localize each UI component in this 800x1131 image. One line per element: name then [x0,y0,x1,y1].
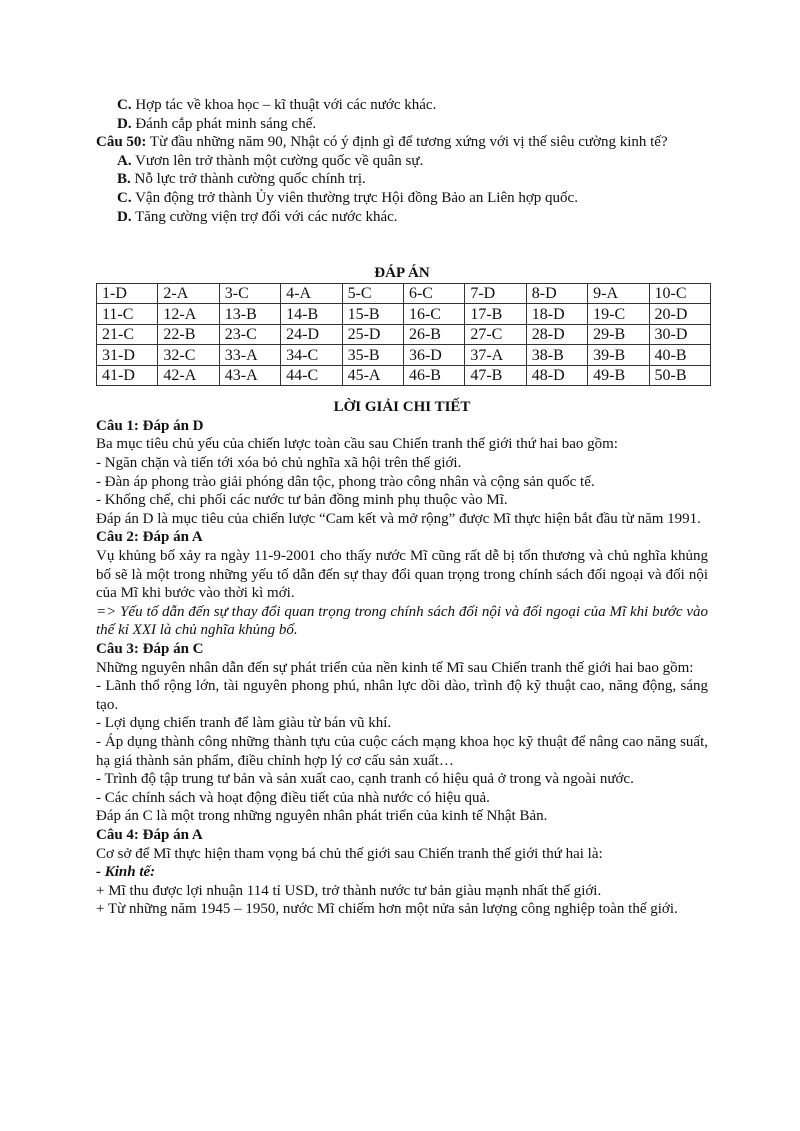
answer-cell: 46-B [403,365,464,386]
answer-cell: 42-A [158,365,219,386]
text-line: + Từ những năm 1945 – 1950, nước Mĩ chiếm hơn một nửa sản lượng công nghiệp toàn thế giới. [96,901,678,918]
answer-cell: 30-D [649,324,710,345]
text-line: Những nguyên nhân dẫn đến sự phát triển của nền kinh tế Mĩ sau Chiến tranh thế giới hai bao gồm: [96,659,694,676]
text-line: - Đàn áp phong trào giải phóng dân tộc, phong trào công nhân và cộng sản quốc tế. [96,473,595,490]
answer-cell: 43-A [219,365,280,386]
answer-row [97,283,711,304]
text-line: - Ngăn chặn và tiến tới xóa bỏ chủ nghĩa xã hội trên thế giới. [96,455,462,472]
answer-cell: 20-D [649,304,710,325]
answer-cell: 22-B [158,324,219,345]
text-line: Đáp án C là một trong những nguyên nhân phát triển của kinh tế Nhật Bản. [96,808,548,825]
text-line: Vụ khủng bố xảy ra ngày 11-9-2001 cho thấy nước Mĩ cũng rất dễ bị tổn thương và chủ nghĩa khủng bố sẽ là một trong những yếu tố dẫn đến sự thay đổi quan trọng trong chính sách đối ngoại và đối nội của Mĩ khi bước vào thời kì mới. [96,548,708,602]
answer-cell: 33-A [219,345,280,366]
answer-cell: 24-D [281,324,342,345]
answer-cell: 9-A [588,283,649,304]
answer-cell: 45-A [342,365,403,386]
text-line: - Lãnh thổ rộng lớn, tài nguyên phong phú, nhân lực dồi dào, trình độ kỹ thuật cao, năng động, sáng tạo. [96,678,708,713]
answer-heading: Câu 4: Đáp án A [96,826,203,843]
answer-cell: 44-C [281,365,342,386]
answer-cell: 31-D [97,345,158,366]
answer-heading: Câu 3: Đáp án C [96,640,204,657]
answer-cell: 36-D [403,345,464,366]
text-line: - Các chính sách và hoạt động điều tiết của nhà nước có hiệu quả. [96,789,490,806]
answer-cell: 19-C [588,304,649,325]
answer-cell: 35-B [342,345,403,366]
answer-cell: 28-D [526,324,587,345]
text-line: Đáp án D là mục tiêu của chiến lược “Cam kết và mở rộng” được Mĩ thực hiện bắt đầu từ năm 1991. [96,510,701,527]
answer-cell: 37-A [465,345,526,366]
text-line: Cơ sở để Mĩ thực hiện tham vọng bá chủ thế giới sau Chiến tranh thế giới thứ hai là: [96,845,603,862]
answer-cell: 16-C [403,304,464,325]
text-line: Ba mục tiêu chủ yếu của chiến lược toàn cầu sau Chiến tranh thế giới thứ hai bao gồm: [96,436,618,453]
answer-cell: 41-D [97,365,158,386]
answer-cell: 50-B [649,365,710,386]
answer-cell: 25-D [342,324,403,345]
question-50: Câu 50: Từ đầu những năm 90, Nhật có ý định gì để tương xứng với vị thế siêu cường kinh tế? [96,134,668,151]
answer-cell: 2-A [158,283,219,304]
answer-cell: 1-D [97,283,158,304]
text-line: - Trình độ tập trung tư bản và sản xuất cao, cạnh tranh có hiệu quả ở trong và ngoài nước. [96,771,634,788]
conclusion-line: => Yếu tố dẫn đến sự thay đổi quan trọng trong chính sách đối nội và đối ngoại của Mĩ khi bước vào thế kỉ XXI là chủ nghĩa khủng bố. [96,603,708,639]
answer-cell: 23-C [219,324,280,345]
answer-cell: 14-B [281,304,342,325]
option-line: C. Hợp tác về khoa học – kĩ thuật với các nước khác. [117,97,437,113]
answer-cell: 34-C [281,345,342,366]
text-line: - Áp dụng thành công những thành tựu của cuộc cách mạng khoa học kỹ thuật để nâng cao năng suất, hạ giá thành sản phẩm, điều chỉnh hợp lý cơ cấu sản xuất… [96,733,708,769]
solution-title: LỜI GIẢI CHI TIẾT [333,399,471,416]
answer-row [97,365,711,386]
option-line: D. Đánh cắp phát minh sáng chế. [117,115,317,132]
answer-cell: 32-C [158,345,219,366]
answer-cell: 6-C [403,283,464,304]
answer-cell: 11-C [97,304,158,325]
answer-cell: 48-D [526,365,587,386]
option-line: D. Tăng cường viện trợ đối với các nước khác. [117,208,398,225]
answer-cell: 15-B [342,304,403,325]
answer-cell: 49-B [588,365,649,386]
answer-cell: 47-B [465,365,526,386]
answer-cell: 4-A [281,283,342,304]
option-line: A. Vươn lên trở thành một cường quốc về quân sự. [117,152,424,169]
answer-heading: Câu 2: Đáp án A [96,529,203,546]
answer-cell: 5-C [342,283,403,304]
answer-cell: 39-B [588,345,649,366]
option-line: C. Vận động trở thành Ủy viên thường trực Hội đồng Bảo an Liên hợp quốc. [117,189,578,206]
document-page [96,96,708,919]
answer-cell: 7-D [465,283,526,304]
answer-cell: 17-B [465,304,526,325]
answer-key-title: ĐÁP ÁN [374,265,430,282]
answer-cell: 13-B [219,304,280,325]
answer-heading: Câu 1: Đáp án D [96,417,204,434]
answer-key-table [96,283,711,387]
answer-row [97,304,711,325]
answer-cell: 8-D [526,283,587,304]
answer-row [97,324,711,345]
text-line: + Mĩ thu được lợi nhuận 114 tỉ USD, trở thành nước tư bản giàu mạnh nhất thế giới. [96,882,602,899]
option-line: B. Nỗ lực trở thành cường quốc chính trị. [117,171,366,188]
answer-cell: 26-B [403,324,464,345]
answer-cell: 3-C [219,283,280,304]
answer-cell: 12-A [158,304,219,325]
sub-heading: - Kinh tế: [96,864,156,881]
answer-cell: 21-C [97,324,158,345]
answer-cell: 40-B [649,345,710,366]
answer-cell: 38-B [526,345,587,366]
text-line: - Khống chế, chi phối các nước tư bản đồng minh phụ thuộc vào Mĩ. [96,492,508,509]
answer-cell: 18-D [526,304,587,325]
answer-cell: 27-C [465,324,526,345]
answer-cell: 10-C [649,283,710,304]
answer-row [97,345,711,366]
text-line: - Lợi dụng chiến tranh để làm giàu từ bán vũ khí. [96,715,392,732]
answer-cell: 29-B [588,324,649,345]
